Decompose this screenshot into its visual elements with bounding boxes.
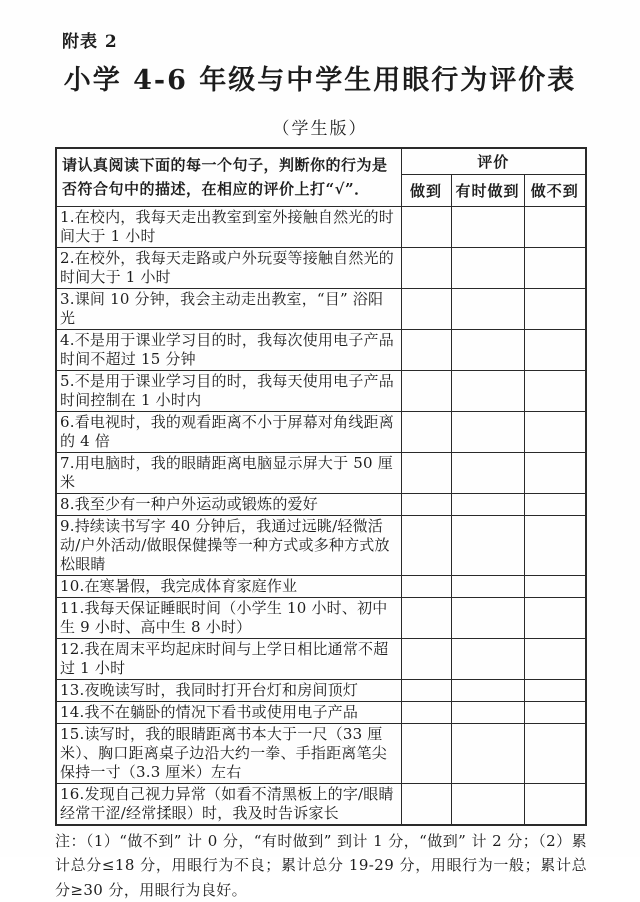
table-row: [56, 784, 586, 826]
mark-cell-done: [401, 702, 451, 724]
mark-cell-done: [401, 598, 451, 639]
mark-cell-sometimes: [451, 494, 524, 516]
mark-cell-sometimes: [451, 784, 524, 826]
mark-cell-done: [401, 680, 451, 702]
mark-cell-done: [401, 494, 451, 516]
item-statement: 9.持续读书写字 40 分钟后，我通过远眺/轻微活动/户外活动/做眼保健操等一种方式或多种方式放松眼睛: [56, 516, 401, 576]
table-row: [56, 494, 586, 516]
table-row: [56, 207, 586, 248]
table-row: [56, 412, 586, 453]
mark-cell-sometimes: [451, 639, 524, 680]
table-row: [56, 371, 586, 412]
items-body: [56, 207, 586, 826]
mark-cell-sometimes: [451, 412, 524, 453]
item-statement: 2.在校外，我每天走路或户外玩耍等接触自然光的时间大于 1 小时: [56, 248, 401, 289]
mark-cell-sometimes: [451, 598, 524, 639]
mark-cell-sometimes: [451, 371, 524, 412]
mark-cell-sometimes: [451, 330, 524, 371]
mark-cell-cannot: [524, 289, 586, 330]
mark-cell-sometimes: [451, 702, 524, 724]
table-row: [56, 248, 586, 289]
page-title: 小学 4-6 年级与中学生用眼行为评价表: [63, 65, 577, 96]
appendix-label: 附表 2: [62, 32, 118, 52]
item-statement: 12.我在周末平均起床时间与上学日相比通常不超过 1 小时: [56, 639, 401, 680]
page-subtitle: （学生版）: [272, 119, 368, 139]
mark-cell-done: [401, 784, 451, 826]
mark-cell-done: [401, 453, 451, 494]
item-statement: 6.看电视时，我的观看距离不小于屏幕对角线距离的 4 倍: [56, 412, 401, 453]
mark-cell-done: [401, 248, 451, 289]
mark-cell-done: [401, 639, 451, 680]
mark-cell-cannot: [524, 207, 586, 248]
mark-cell-done: [401, 724, 451, 784]
mark-cell-done: [401, 371, 451, 412]
mark-cell-sometimes: [451, 724, 524, 784]
evaluation-table: [55, 147, 587, 826]
item-statement: 16.发现自己视力异常（如看不清黑板上的字/眼睛经常干涩/经常揉眼）时，我及时告诉家长: [56, 784, 401, 826]
instruction-cell: 请认真阅读下面的每一个句子，判断你的行为是否符合句中的描述，在相应的评价上打“√”．: [56, 148, 401, 207]
mark-cell-sometimes: [451, 289, 524, 330]
table-row: [56, 330, 586, 371]
mark-cell-cannot: [524, 494, 586, 516]
item-statement: 10.在寒暑假，我完成体育家庭作业: [56, 576, 401, 598]
option-header-sometimes: 有时做到: [451, 175, 524, 207]
mark-cell-done: [401, 412, 451, 453]
mark-cell-cannot: [524, 702, 586, 724]
mark-cell-cannot: [524, 371, 586, 412]
item-statement: 15.读写时，我的眼睛距离书本大于一尺（33 厘米）、胸口距离桌子边沿大约一拳、手指距离笔尖保持一寸（3.3 厘米）左右: [56, 724, 401, 784]
mark-cell-done: [401, 289, 451, 330]
table-row: [56, 680, 586, 702]
mark-cell-cannot: [524, 598, 586, 639]
scoring-note: 注：（1）“做不到” 计 0 分，“有时做到” 到计 1 分，“做到” 计 2 分；（2）累计总分≤18 分，用眼行为不良；累计总分 19-29 分，用眼行为一般；累计总分≥30 分，用眼行为良好。: [55, 832, 587, 899]
mark-cell-done: [401, 330, 451, 371]
item-statement: 3.课间 10 分钟，我会主动走出教室，“目” 浴阳光: [56, 289, 401, 330]
mark-cell-cannot: [524, 639, 586, 680]
item-statement: 7.用电脑时，我的眼睛距离电脑显示屏大于 50 厘米: [56, 453, 401, 494]
item-statement: 11.我每天保证睡眠时间（小学生 10 小时、初中生 9 小时、高中生 8 小时）: [56, 598, 401, 639]
option-header-cannot: 做不到: [524, 175, 586, 207]
evaluation-header-cell: 评价: [401, 148, 586, 175]
item-statement: 13.夜晚读写时，我同时打开台灯和房间顶灯: [56, 680, 401, 702]
content-area: [55, 147, 585, 902]
item-statement: 5.不是用于课业学习目的时，我每天使用电子产品时间控制在 1 小时内: [56, 371, 401, 412]
mark-cell-sometimes: [451, 680, 524, 702]
mark-cell-sometimes: [451, 516, 524, 576]
mark-cell-cannot: [524, 724, 586, 784]
item-statement: 8.我至少有一种户外运动或锻炼的爱好: [56, 494, 401, 516]
mark-cell-done: [401, 576, 451, 598]
mark-cell-cannot: [524, 453, 586, 494]
mark-cell-cannot: [524, 330, 586, 371]
mark-cell-done: [401, 516, 451, 576]
mark-cell-done: [401, 207, 451, 248]
table-row: [56, 702, 586, 724]
table-row: [56, 639, 586, 680]
table-row: [56, 576, 586, 598]
table-row: [56, 289, 586, 330]
option-header-done: 做到: [401, 175, 451, 207]
table-header-row-1: [56, 148, 586, 175]
mark-cell-sometimes: [451, 207, 524, 248]
item-statement: 14.我不在躺卧的情况下看书或使用电子产品: [56, 702, 401, 724]
mark-cell-cannot: [524, 784, 586, 826]
mark-cell-cannot: [524, 248, 586, 289]
mark-cell-cannot: [524, 680, 586, 702]
mark-cell-cannot: [524, 576, 586, 598]
item-statement: 4.不是用于课业学习目的时，我每次使用电子产品时间不超过 15 分钟: [56, 330, 401, 371]
mark-cell-cannot: [524, 516, 586, 576]
mark-cell-cannot: [524, 412, 586, 453]
table-row: [56, 516, 586, 576]
mark-cell-sometimes: [451, 248, 524, 289]
mark-cell-sometimes: [451, 576, 524, 598]
item-statement: 1.在校内，我每天走出教室到室外接触自然光的时间大于 1 小时: [56, 207, 401, 248]
table-row: [56, 724, 586, 784]
table-row: [56, 598, 586, 639]
table-row: [56, 453, 586, 494]
mark-cell-sometimes: [451, 453, 524, 494]
